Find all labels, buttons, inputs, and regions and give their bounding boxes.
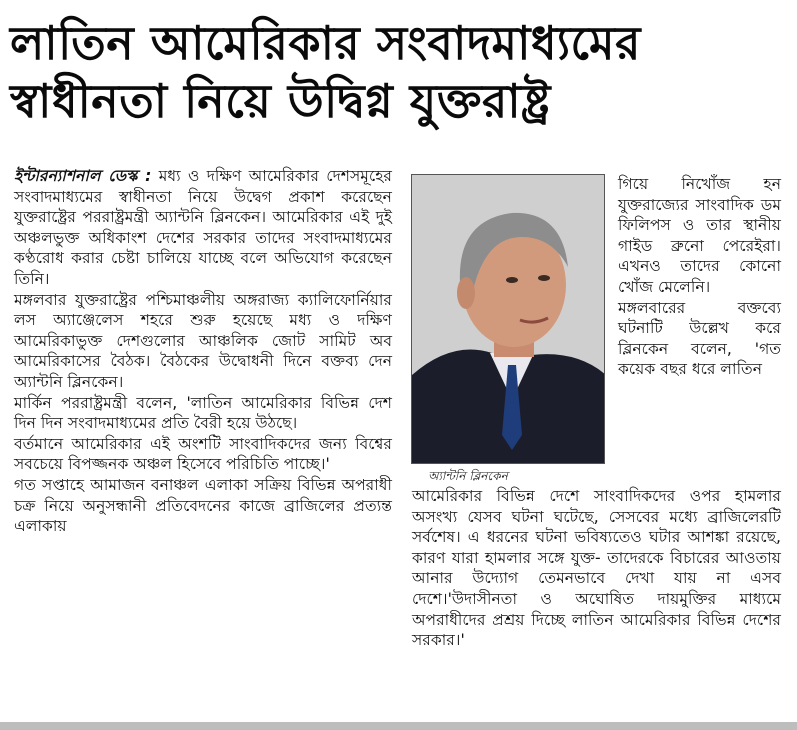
headline-line-2: স্বাধীনতা নিয়ে উদ্বিগ্ন যুক্তরাষ্ট্র [10,74,551,128]
paragraph-4: বর্তমানে আমেরিকার এই অংশটি সাংবাদিকদের জন্য বিশ্বের সবচেয়ে বিপজ্জনক অঞ্চল হিসেবে পরিচিতি পাচ্ছে।' [14,434,392,474]
dateline-kicker: ইন্টারন্যাশনাল ডেস্ক : [14,167,152,185]
article-column-left [14,166,392,537]
paragraph-2: মঙ্গলবার যুক্তরাষ্ট্রের পশ্চিমাঞ্চলীয় অঙ্গরাজ্য ক্যালিফোর্নিয়ার লস অ্যাঞ্জেলেস শহরে শুরু হয়েছে মধ্য ও দক্ষিণ আমেরিকাভুক্ত দেশগুলোর আঞ্চলিক জোট সামিট অব আমেরিকাসের বৈঠক। বৈঠকের উদ্বোধনী দিনে বক্তব্য দেন অ্যান্টনি ব্লিনকেন। [14,290,392,391]
article-column-right-narrow [618,174,781,380]
paragraph-3: মার্কিন পররাষ্ট্রমন্ত্রী বলেন, 'লাতিন আমেরিকার বিভিন্ন দেশ দিন দিন সংবাদমাধ্যমের প্রতি বৈরী হয়ে উঠছে। [14,393,392,433]
paragraph-7: মঙ্গলবারের বক্তব্যে ঘটনাটি উল্লেখ করে ব্লিনকেন বলেন, 'গত কয়েক বছর ধরে লাতিন [618,298,781,379]
paragraph-8: আমেরিকার বিভিন্ন দেশে সাংবাদিকদের ওপর হামলার অসংখ্য যেসব ঘটনা ঘটেছে, সেসবের মধ্যে ব্রাজিলেরটি সর্বশেষ। এ ধরনের ঘটনা ভবিষ্যতেও ঘটার আশঙ্কা রয়েছে, কারণ যারা হামলার সঙ্গে যুক্ত- তাদেরকে বিচারের আওতায় আনার উদ্যোগ তেমনভাবে দেখা যায় না এসব দেশে।'উদাসীনতা ও অঘোষিত দায়মুক্তির মাধ্যমে অপরাধীদের প্রশ্রয় দিচ্ছে লাতিন আমেরিকার বিভিন্ন দেশের সরকার।' [412,487,781,650]
paragraph-1-text: মধ্য ও দক্ষিণ আমেরিকার দেশসমূহের সংবাদমাধ্যমের স্বাধীনতা নিয়ে উদ্বেগ প্রকাশ করেছেন যুক্তরাষ্ট্রের পররাষ্ট্রমন্ত্রী অ্যান্টনি ব্লিনকেন। আমেরিকার এই দুই অঞ্চলভুক্ত অধিকাংশ দেশের সরকার তাদের সংবাদমাধ্যমের কণ্ঠরোধ করার চেষ্টা চালিয়ে যাচ্ছে বলে অভিযোগ করেছেন তিনি। [14,167,392,288]
paragraph-5: গত সপ্তাহে আমাজন বনাঞ্চল এলাকা সক্রিয় বিভিন্ন অপরাধী চক্র নিয়ে অনুসন্ধানী প্রতিবেদনের কাজে ব্রাজিলের প্রত্যন্ত এলাকায় [14,475,392,536]
blinken-photo [411,174,605,464]
page-footer-rule [0,722,797,730]
paragraph-6: গিয়ে নিখোঁজ হন যুক্তরাজ্যের সাংবাদিক ডম ফিলিপস ও তার স্থানীয় গাইড ব্রুনো পেরেইরা। এখনও তাদের কোনো খোঁজ মেলেনি। [618,175,781,296]
headline [10,14,790,130]
headline-line-1: লাতিন আমেরিকার সংবাদমাধ্যমের [10,16,641,70]
paragraph-1 [14,166,392,290]
portrait-illustration [412,175,605,464]
photo-caption: অ্যান্টনি ব্লিনকেন [428,469,508,483]
article-column-right-wide [412,486,781,651]
